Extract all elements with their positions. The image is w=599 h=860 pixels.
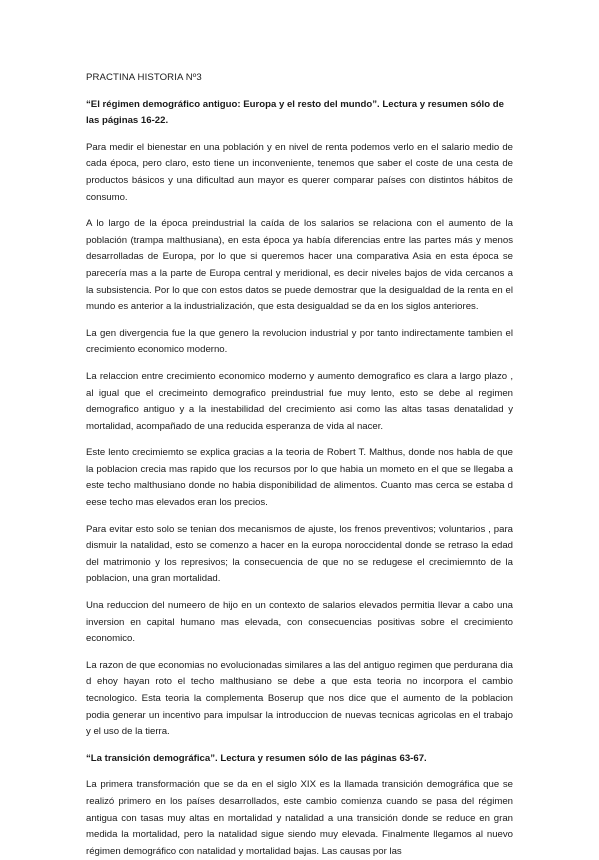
paragraph: La relaccion entre crecimiento economico moderno y aumento demografico es clara a largo plazo , al igual que el crecimeinto demografico preindustrial fue muy lento, esto se debe al regimen demografico antiguo y a la inestabilidad del crecimiento asi como las altas tasas denatalidad y mortalidad, acompañado de una reducida esperanza de vida al nacer. bbox=[86, 370, 513, 432]
paragraph: La gen divergencia fue la que genero la revolucion industrial y por tanto indirectamente tambien el crecimiento economico moderno. bbox=[86, 327, 513, 356]
paragraph: Para evitar esto solo se tenian dos mecanismos de ajuste, los frenos preventivos; voluntarios , para dismuir la natalidad, esto se comenzo a hacer en la europa noroccidental donde se retraso la edad del matrimonio y los represivos; la consecuencia de que no se redugese el crecimiemnto de la poblacion, una gran mortalidad. bbox=[86, 523, 513, 585]
paragraph: La razon de que economias no evolucionadas similares a las del antiguo regimen que perdurana dia d ehoy hayan roto el techo malthusiano se debe a que esta teoria no incorpora el cambio tecnologico. Esta teoria la complementa Boserup que nos dice que el aumento de la poblacion podia generar un incentivo para impulsar la introduccion de nuevas tecnicas agricolas en el trabajo y el uso de la tierra. bbox=[86, 659, 513, 738]
paragraph: La primera transformación que se da en el siglo XIX es la llamada transición demográfica que se realizó primero en los países desarrollados, este cambio comienza cuando se pasa del régimen antigua con tasas muy altas en mortalidad y natalidad a una transición donde se reduce en gran medida la mortalidad, pero la natalidad sigue siendo muy elevada. Finalmente llegamos al nuevo régimen demográfico con natalidad y mortalidad bajas. Las causas por las bbox=[86, 779, 513, 857]
paragraph: Una reduccion del numeero de hijo en un contexto de salarios elevados permitia llevar a cabo una inversion en capital humano mas elevada, con consecuencias positivas sobre el crecimiento economico. bbox=[86, 600, 513, 645]
paragraph: Para medir el bienestar en una población y en nivel de renta podemos verlo en el salario medio de cada época, pero claro, esto tiene un inconveniente, tenemos que saber el coste de una cesta de productos básicos y una dificultad aun mayor es querer comparar países con distintos hábitos de consumo. bbox=[86, 141, 513, 203]
section2-heading: “La transición demográfica”. Lectura y resumen sólo de las páginas 63-67. bbox=[86, 752, 427, 764]
paragraph: Este lento crecimiemto se explica gracias a la teoria de Robert T. Malthus, donde nos habla de que la poblacion crecia mas rapido que los recursos por lo que habia un mometo en el que se llegaba a este techo malthusiano donde no habia disponibilidad de alimentos. Cuanto mas cerca se estaba d eese techo mas elevados eran los precios. bbox=[86, 447, 513, 509]
document-title: PRACTINA HISTORIA Nº3 bbox=[86, 72, 202, 83]
section1-heading: “El régimen demográfico antiguo: Europa y el resto del mundo”. Lectura y resumen sólo de las páginas 16-22. bbox=[86, 98, 504, 127]
paragraph: A lo largo de la época preindustrial la caída de los salarios se relaciona con el aumento de la población (trampa malthusiana), en esta época ya había diferencias entre las partes más y menos desarrolladas de Europa, por lo que si queremos hacer una comparativa Asia en esta época se parecería mas a la parte de Europa central y meridional, es decir niveles bajos de vida cercanos a la subsistencia. Por lo que con estos datos se puede demostrar que la desigualdad de la renta en el mundo es anterior a la industrialización, que esta desigualdad se da en los siglos anteriores. bbox=[86, 218, 513, 313]
